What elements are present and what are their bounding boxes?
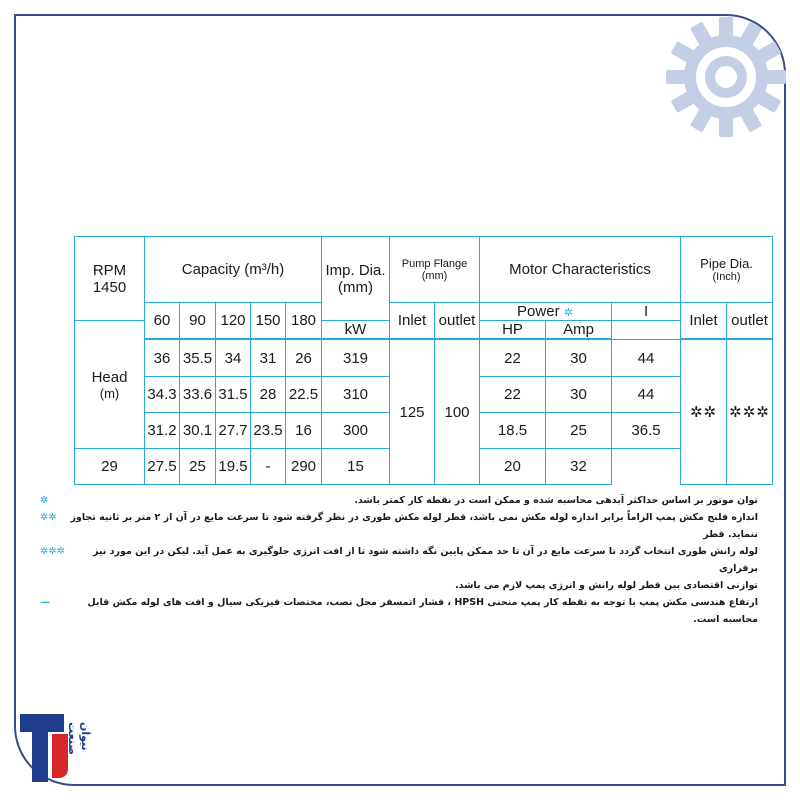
imp-dia-unit: (mm) <box>338 278 373 296</box>
amp-cell: 44 <box>612 340 681 377</box>
spec-table <box>74 236 773 485</box>
capacity-col-180: 180 <box>286 303 322 339</box>
hp-cell: 25 <box>546 413 612 449</box>
head-cell: 31 <box>251 340 286 377</box>
footnote-text: ارتفاع هندسی مکش پمپ با توجه به نقطه کار پمپ منحنی HPSH ، فشار اتمسفر محل نصب، مختصات فیزیکی سیال و افت های لوله مکش قابل محاسبه است. <box>87 597 758 625</box>
imp-dia-cell: 310 <box>322 377 390 413</box>
footnote <box>40 509 758 543</box>
pipe-outlet-header: outlet <box>727 303 773 339</box>
hp-header: HP <box>480 321 546 339</box>
footnote <box>40 577 758 594</box>
pipe-outlet-note-mark: ✲✲✲ <box>727 340 773 485</box>
head-label-cell <box>75 321 145 449</box>
kw-cell: 22 <box>480 377 546 413</box>
kw-cell: 18.5 <box>480 413 546 449</box>
footnote-mark: ✲ <box>40 495 49 506</box>
power-note-mark: ✲ <box>563 307 574 319</box>
kw-cell: 15 <box>322 449 390 485</box>
head-cell: 31.2 <box>145 413 180 449</box>
power-label: Power <box>517 303 560 320</box>
head-cell: 33.6 <box>180 377 216 413</box>
head-cell: 26 <box>286 340 322 377</box>
capacity-col-90: 90 <box>180 303 216 339</box>
motor-header: Motor Characteristics <box>480 237 681 303</box>
kw-cell: 22 <box>480 340 546 377</box>
pump-flange-label: Pump Flange <box>401 257 468 270</box>
pipe-inlet-note-mark: ✲✲ <box>681 340 727 485</box>
imp-dia-header-cell <box>322 237 390 321</box>
amp-cell: 44 <box>612 377 681 413</box>
footnote-text: توازنی اقتصادی بین قطر لوله رانش و انرژی پمپ لازم می باشد. <box>454 580 758 591</box>
head-cell: 36 <box>145 340 180 377</box>
footnote-text: لوله رانش طوری انتخاب گردد تا سرعت مایع در آن تا حد ممکن پایین نگه داشته شود تا از افت انرژی جلوگیری به عمل آید. لیکن در این مورد نیز برقراری <box>93 546 758 574</box>
imp-dia-cell: 300 <box>322 413 390 449</box>
head-cell: 23.5 <box>251 413 286 449</box>
gear-icon <box>661 12 791 142</box>
flange-inlet-value: 125 <box>390 340 435 485</box>
imp-dia-cell: 290 <box>286 449 322 485</box>
head-cell: 27.7 <box>216 413 251 449</box>
head-label: Head <box>91 368 128 386</box>
footnote <box>40 543 758 577</box>
capacity-col-120: 120 <box>216 303 251 339</box>
head-cell: 28 <box>251 377 286 413</box>
capacity-col-150: 150 <box>251 303 286 339</box>
amp-cell: 36.5 <box>612 413 681 449</box>
head-cell: 29 <box>75 449 145 485</box>
head-cell: - <box>251 449 286 485</box>
rpm-value: 1450 <box>92 278 127 296</box>
hp-cell: 20 <box>480 449 546 485</box>
brand-name: نیوان صنعت <box>66 722 92 755</box>
head-cell: 35.5 <box>180 340 216 377</box>
head-cell: 19.5 <box>216 449 251 485</box>
footnote-text: اندازه فلنج مکش پمپ الزاماً برابر اندازه لوله مکش نمی باشد، قطر لوله مکش طوری در نظر گرفته شود تا سرعت مایع در آن از ۲ متر بر ثانیه تجاوز ننماید. قطر <box>70 512 758 540</box>
head-cell: 16 <box>286 413 322 449</box>
flange-outlet-value: 100 <box>435 340 480 485</box>
hp-cell: 30 <box>546 377 612 413</box>
rpm-header-cell <box>75 237 145 321</box>
pipe-dia-header-cell <box>681 237 773 303</box>
amp-cell: 32 <box>546 449 612 485</box>
rpm-label: RPM <box>92 261 127 279</box>
kw-header: kW <box>322 321 390 339</box>
amp-header: Amp <box>546 321 612 339</box>
spec-table-container <box>74 236 772 484</box>
pump-flange-header-cell <box>390 237 480 303</box>
head-cell: 31.5 <box>216 377 251 413</box>
footnotes <box>40 492 758 628</box>
power-header <box>480 303 612 321</box>
head-cell: 27.5 <box>145 449 180 485</box>
pump-flange-unit: (mm) <box>421 269 448 282</box>
footnote <box>40 594 758 628</box>
flange-inlet-header: Inlet <box>390 303 435 339</box>
footnote-mark: ✲✲ <box>40 512 57 523</box>
capacity-header: Capacity (m³/h) <box>145 237 322 303</box>
capacity-col-60: 60 <box>145 303 180 339</box>
footnote-mark: — <box>40 597 50 608</box>
head-cell: 34.3 <box>145 377 180 413</box>
pipe-inlet-header: Inlet <box>681 303 727 339</box>
imp-dia-label: Imp. Dia. <box>325 261 386 279</box>
head-cell: 25 <box>180 449 216 485</box>
flange-outlet-header: outlet <box>435 303 480 339</box>
pipe-dia-unit: (Inch) <box>712 271 741 283</box>
pipe-dia-label: Pipe Dia. <box>700 256 753 271</box>
hp-cell: 30 <box>546 340 612 377</box>
imp-dia-cell: 319 <box>322 340 390 377</box>
footnote <box>40 492 758 509</box>
head-unit: (m) <box>99 385 120 401</box>
head-cell: 34 <box>216 340 251 377</box>
head-cell: 30.1 <box>180 413 216 449</box>
current-header: I <box>612 303 681 321</box>
footnote-text: توان موتور بر اساس حداکثر آبدهی محاسبه شده و ممکن است در نقطه کار کمتر باشد. <box>354 495 758 506</box>
head-cell: 22.5 <box>286 377 322 413</box>
footnote-mark: ✲✲✲ <box>40 546 66 557</box>
